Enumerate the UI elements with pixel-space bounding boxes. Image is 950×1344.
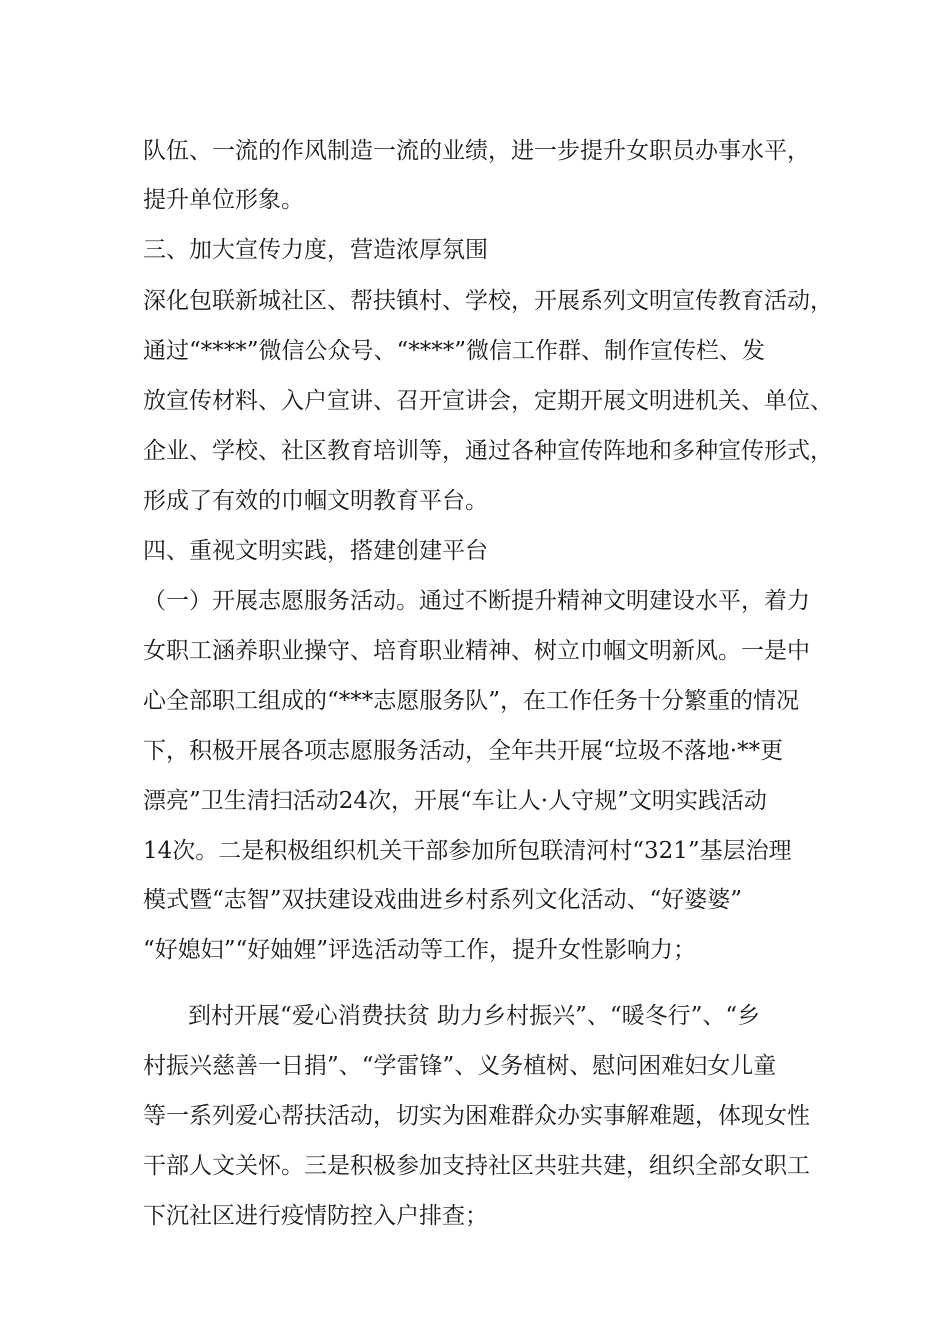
text-line-2: 提升单位形象。 bbox=[143, 187, 304, 213]
text-line-19: 村振兴慈善一日捐”、“学雷锋”、义务植树、慰问困难妇女儿童 bbox=[143, 1053, 777, 1079]
text-line-11: 女职工涵养职业操守、培育职业精神、树立巾帼文明新风。一是中 bbox=[143, 638, 810, 664]
text-line-12: 心全部职工组成的“***志愿服务队”，在工作任务十分繁重的情况 bbox=[143, 688, 800, 714]
text-line-4: 深化包联新城社区、帮扶镇村、学校，开展系列文明宣传教育活动， bbox=[143, 288, 833, 314]
text-line-7: 企业、学校、社区教育培训等，通过各种宣传阵地和多种宣传形式， bbox=[143, 438, 833, 464]
text-line-13: 下，积极开展各项志愿服务活动，全年共开展“垃圾不落地·**更 bbox=[143, 738, 784, 764]
text-line-6: 放宣传材料、入户宣讲、召开宣讲会，定期开展文明进机关、单位、 bbox=[143, 388, 833, 414]
text-line-15: 14次。二是积极组织机关干部参加所包联清河村“321”基层治理 bbox=[143, 838, 792, 864]
text-line-21: 干部人文关怀。三是积极参加支持社区共驻共建，组织全部女职工 bbox=[143, 1153, 810, 1179]
text-line-20: 等一系列爱心帮扶活动，切实为困难群众办实事解难题，体现女性 bbox=[143, 1103, 810, 1129]
text-line-17: “好媳妇”“好妯娌”评选活动等工作，提升女性影响力； bbox=[143, 937, 697, 963]
text-line-1: 队伍、一流的作风制造一流的业绩，进一步提升女职员办事水平， bbox=[143, 138, 810, 164]
text-line-16: 模式暨“志智”双扶建设戏曲进乡村系列文化活动、“好婆婆” bbox=[143, 887, 743, 913]
text-line-5: 通过“****”微信公众号、“****”微信工作群、制作宣传栏、发 bbox=[143, 338, 766, 364]
text-line-22: 下沉社区进行疫情防控入户排查； bbox=[143, 1203, 488, 1229]
text-line-8: 形成了有效的巾帼文明教育平台。 bbox=[143, 488, 488, 514]
text-line-14: 漂亮”卫生清扫活动24次，开展“车让人·人守规”文明实践活动 bbox=[143, 788, 767, 814]
text-line-10: （一）开展志愿服务活动。通过不断提升精神文明建设水平，着力 bbox=[143, 588, 810, 614]
section-heading-3: 三、加大宣传力度，营造浓厚氛围 bbox=[143, 237, 488, 263]
section-heading-4: 四、重视文明实践，搭建创建平台 bbox=[143, 538, 488, 564]
text-line-18: 到村开展“爱心消费扶贫 助力乡村振兴”、“暖冬行”、“乡 bbox=[188, 1003, 761, 1029]
